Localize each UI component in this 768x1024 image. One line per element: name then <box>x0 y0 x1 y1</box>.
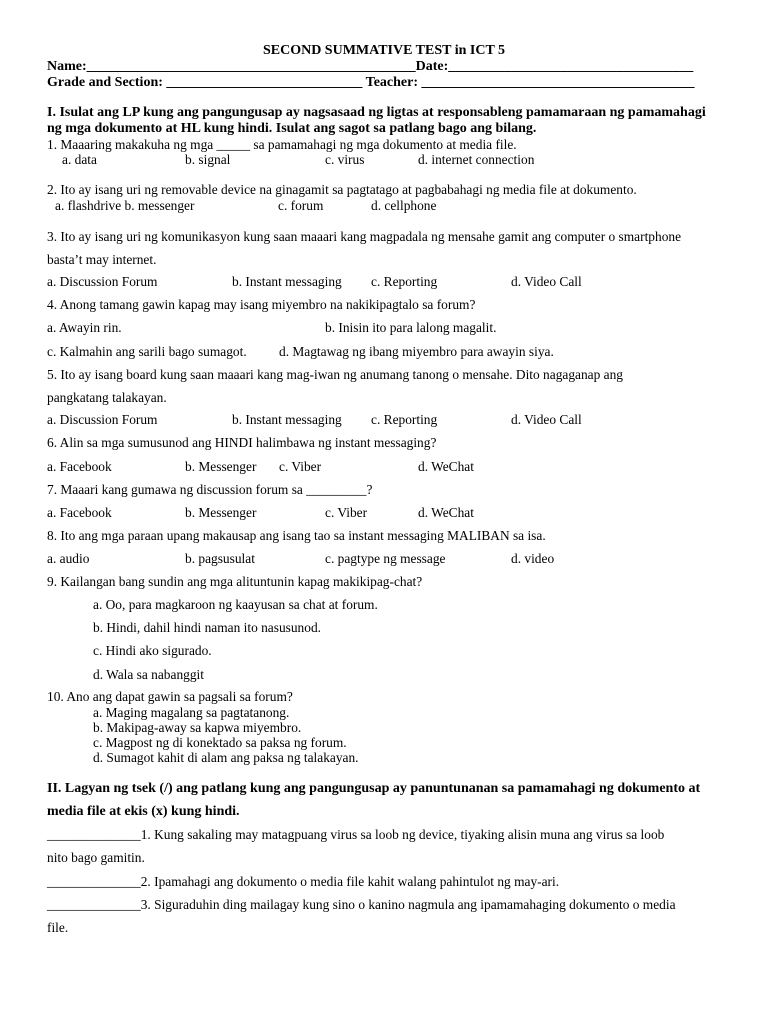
q6-option-a: a. Facebook <box>47 459 112 474</box>
q10-option-a: a. Maging magalang sa pagtatanong. <box>93 705 290 720</box>
q8-option-b: b. pagsusulat <box>185 551 255 566</box>
q9-option-d: d. Wala sa nabanggit <box>93 667 204 682</box>
q2-options-ab: a. flashdrive b. messenger <box>55 198 195 213</box>
q4-option-a: a. Awayin rin. <box>47 320 122 335</box>
question-8: 8. Ito ang mga paraan upang makausap ang isang tao sa instant messaging MALIBAN sa isa. <box>47 528 546 543</box>
q5-option-b: b. Instant messaging <box>232 412 342 427</box>
q4-option-c: c. Kalmahin ang sarili bago sumagot. <box>47 344 247 359</box>
question-4: 4. Anong tamang gawin kapag may isang miyembro na nakikipagtalo sa forum? <box>47 297 476 312</box>
q1-option-a: a. data <box>62 152 97 167</box>
q9-option-a: a. Oo, para magkaroon ng kaayusan sa chat at forum. <box>93 597 378 612</box>
q3-option-d: d. Video Call <box>511 274 582 289</box>
question-6: 6. Alin sa mga sumusunod ang HINDI halimbawa ng instant messaging? <box>47 435 437 450</box>
question-5-line1: 5. Ito ay isang board kung saan maaari kang mag-iwan ng anumang tanong o mensahe. Dito nagaganap ang <box>47 367 623 382</box>
grade-teacher-line: Grade and Section: ____________________________ Teacher: _______________________________________ <box>47 75 695 90</box>
q9-option-c: c. Hindi ako sigurado. <box>93 643 212 658</box>
part1-instruction-line1: I. Isulat ang LP kung ang pangungusap ay nagsasaad ng ligtas at responsableng pamamaraan ng pamamahagi <box>47 105 706 120</box>
q10-option-b: b. Makipag-away sa kapwa miyembro. <box>93 720 302 735</box>
name-date-line: Name:_______________________________________________Date:___________________________________ <box>47 59 694 74</box>
q10-option-d: d. Sumagot kahit di alam ang paksa ng talakayan. <box>93 750 359 765</box>
question-1: 1. Maaaring makakuha ng mga _____ sa pamamahagi ng mga dokumento at media file. <box>47 137 517 152</box>
q10-option-c: c. Magpost ng di konektado sa paksa ng forum. <box>93 735 347 750</box>
question-5-line2: pangkatang talakayan. <box>47 390 167 405</box>
part2-item-3-line2: file. <box>47 920 69 935</box>
q7-option-b: b. Messenger <box>185 505 257 520</box>
q8-option-a: a. audio <box>47 551 90 566</box>
part2-item-3-line1: ______________3. Siguraduhin ding mailagay kung sino o kanino nagmula ang ipamamahaging dokumento o media <box>47 897 676 912</box>
question-3-line2: basta’t may internet. <box>47 252 157 267</box>
q5-option-d: d. Video Call <box>511 412 582 427</box>
question-3-line1: 3. Ito ay isang uri ng komunikasyon kung saan maaari kang magpadala ng mensahe gamit ang computer o smartphone <box>47 229 682 244</box>
part1-instruction-line2: ng mga dokumento at HL kung hindi. Isulat ang sagot sa patlang bago ang bilang. <box>47 121 537 136</box>
q1-option-d: d. internet connection <box>418 152 535 167</box>
q2-option-c: c. forum <box>278 198 324 213</box>
q5-option-a: a. Discussion Forum <box>47 412 158 427</box>
q4-option-b: b. Inisin ito para lalong magalit. <box>325 320 497 335</box>
q6-option-b: b. Messenger <box>185 459 257 474</box>
q7-option-d: d. WeChat <box>418 505 474 520</box>
q9-option-b: b. Hindi, dahil hindi naman ito nasusunod. <box>93 620 321 635</box>
q7-option-c: c. Viber <box>325 505 368 520</box>
part2-item-1-line2: nito bago gamitin. <box>47 850 145 865</box>
part2-item-2: ______________2. Ipamahagi ang dokumento o media file kahit walang pahintulot ng may-ari. <box>47 874 560 889</box>
q3-option-a: a. Discussion Forum <box>47 274 158 289</box>
q8-option-c: c. pagtype ng message <box>325 551 446 566</box>
page-title: SECOND SUMMATIVE TEST in ICT 5 <box>262 43 506 58</box>
question-10: 10. Ano ang dapat gawin sa pagsali sa forum? <box>47 689 293 704</box>
part2-instruction-line2: media file at ekis (x) kung hindi. <box>47 804 240 819</box>
q2-option-d: d. cellphone <box>371 198 437 213</box>
q5-option-c: c. Reporting <box>371 412 438 427</box>
part2-item-1-line1: ______________1. Kung sakaling may matagpuang virus sa loob ng device, tiyaking alisin muna ang virus sa loob <box>47 827 665 842</box>
q4-option-d: d. Magtawag ng ibang miyembro para awayin siya. <box>279 344 554 359</box>
question-2: 2. Ito ay isang uri ng removable device na ginagamit sa pagtatago at pagbabahagi ng media file at dokumento. <box>47 182 637 197</box>
q7-option-a: a. Facebook <box>47 505 112 520</box>
q3-option-c: c. Reporting <box>371 274 438 289</box>
q3-option-b: b. Instant messaging <box>232 274 342 289</box>
q6-option-c: c. Viber <box>279 459 322 474</box>
part2-instruction-line1: II. Lagyan ng tsek (/) ang patlang kung ang pangungusap ay panuntunanan sa pamamahagi ng dokumento at <box>47 781 701 796</box>
q6-option-d: d. WeChat <box>418 459 474 474</box>
q8-option-d: d. video <box>511 551 555 566</box>
question-7: 7. Maaari kang gumawa ng discussion forum sa _________? <box>47 482 373 497</box>
question-9: 9. Kailangan bang sundin ang mga alituntunin kapag makikipag-chat? <box>47 574 423 589</box>
q1-option-b: b. signal <box>185 152 231 167</box>
q1-option-c: c. virus <box>325 152 365 167</box>
